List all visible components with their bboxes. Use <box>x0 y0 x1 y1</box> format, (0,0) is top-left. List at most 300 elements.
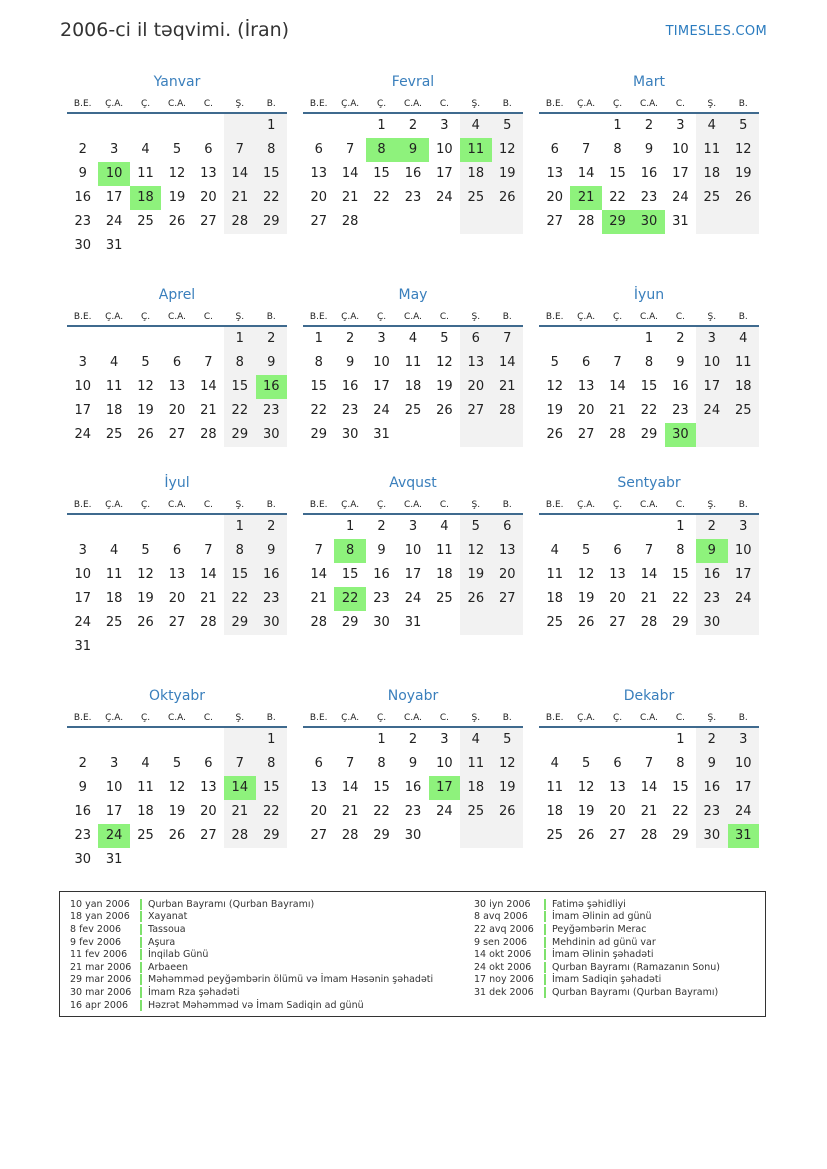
day-cell[interactable]: 20 <box>310 190 327 205</box>
day-cell[interactable]: 10 <box>404 543 422 558</box>
day-cell[interactable]: 14 <box>609 379 626 394</box>
day-cell[interactable]: 16 <box>74 804 91 819</box>
day-cell[interactable]: 30 <box>696 611 727 635</box>
day-cell[interactable]: 30 <box>341 427 359 442</box>
day-cell[interactable]: 9 <box>408 756 418 771</box>
day-cell[interactable]: 6 <box>314 142 323 157</box>
day-cell[interactable]: 8 <box>334 539 365 563</box>
day-cell[interactable]: 24 <box>436 804 453 819</box>
day-cell[interactable]: 1 <box>676 732 685 747</box>
day-cell[interactable]: 31 <box>74 639 91 654</box>
day-cell[interactable]: 16 <box>341 379 359 394</box>
day-cell[interactable]: 4 <box>550 756 559 771</box>
day-cell[interactable]: 12 <box>492 752 523 776</box>
day-cell[interactable]: 21 <box>341 804 359 819</box>
day-cell[interactable]: 17 <box>74 591 91 606</box>
day-cell[interactable]: 23 <box>341 403 359 418</box>
day-cell[interactable]: 31 <box>105 852 123 867</box>
day-cell[interactable]: 6 <box>460 327 491 351</box>
day-cell[interactable]: 21 <box>640 591 658 606</box>
day-cell[interactable]: 20 <box>460 375 491 399</box>
day-cell[interactable]: 4 <box>460 728 491 752</box>
day-cell[interactable]: 22 <box>672 591 689 606</box>
day-cell[interactable]: 29 <box>672 828 689 843</box>
day-cell[interactable]: 3 <box>728 515 759 539</box>
day-cell[interactable]: 1 <box>613 118 622 133</box>
day-cell[interactable]: 22 <box>609 190 626 205</box>
day-cell[interactable]: 10 <box>74 567 91 582</box>
day-cell[interactable]: 24 <box>373 403 390 418</box>
day-cell[interactable]: 18 <box>137 804 154 819</box>
day-cell[interactable]: 17 <box>373 379 390 394</box>
day-cell[interactable]: 7 <box>204 355 213 370</box>
day-cell[interactable]: 7 <box>224 138 255 162</box>
day-cell[interactable]: 16 <box>256 375 287 399</box>
day-cell[interactable]: 11 <box>546 780 563 795</box>
day-cell[interactable]: 23 <box>74 828 91 843</box>
day-cell[interactable]: 18 <box>105 403 123 418</box>
day-cell[interactable]: 20 <box>577 403 595 418</box>
day-cell[interactable]: 16 <box>640 166 658 181</box>
day-cell[interactable]: 22 <box>672 804 689 819</box>
day-cell[interactable]: 3 <box>377 331 386 346</box>
day-cell[interactable]: 13 <box>460 351 491 375</box>
day-cell[interactable]: 28 <box>640 615 658 630</box>
day-cell[interactable]: 31 <box>404 615 422 630</box>
day-cell[interactable]: 18 <box>436 567 453 582</box>
day-cell[interactable]: 3 <box>696 327 727 351</box>
day-cell[interactable]: 24 <box>436 190 453 205</box>
day-cell[interactable]: 18 <box>404 379 422 394</box>
day-cell[interactable]: 7 <box>581 142 591 157</box>
day-cell[interactable]: 14 <box>577 166 595 181</box>
day-cell[interactable]: 18 <box>696 162 727 186</box>
day-cell[interactable]: 23 <box>256 587 287 611</box>
day-cell[interactable]: 31 <box>373 427 390 442</box>
day-cell[interactable]: 27 <box>310 214 327 229</box>
day-cell[interactable]: 14 <box>640 567 658 582</box>
day-cell[interactable]: 6 <box>613 543 622 558</box>
day-cell[interactable]: 21 <box>224 186 255 210</box>
day-cell[interactable]: 29 <box>341 615 359 630</box>
day-cell[interactable]: 12 <box>546 379 563 394</box>
day-cell[interactable]: 26 <box>492 186 523 210</box>
day-cell[interactable]: 4 <box>141 142 150 157</box>
day-cell[interactable]: 2 <box>256 515 287 539</box>
day-cell[interactable]: 23 <box>672 403 689 418</box>
day-cell[interactable]: 9 <box>377 543 386 558</box>
day-cell[interactable]: 29 <box>310 427 327 442</box>
day-cell[interactable]: 2 <box>644 118 654 133</box>
day-cell[interactable]: 13 <box>546 166 563 181</box>
day-cell[interactable]: 29 <box>602 210 633 234</box>
day-cell[interactable]: 9 <box>676 355 685 370</box>
day-cell[interactable]: 15 <box>341 567 359 582</box>
day-cell[interactable]: 16 <box>696 776 727 800</box>
day-cell[interactable]: 11 <box>137 166 154 181</box>
day-cell[interactable]: 5 <box>172 756 182 771</box>
day-cell[interactable]: 24 <box>672 190 689 205</box>
day-cell[interactable]: 14 <box>200 379 217 394</box>
day-cell[interactable]: 5 <box>550 355 559 370</box>
day-cell[interactable]: 20 <box>492 563 523 587</box>
day-cell[interactable]: 19 <box>577 591 595 606</box>
day-cell[interactable]: 1 <box>256 728 287 752</box>
day-cell[interactable]: 17 <box>74 403 91 418</box>
day-cell[interactable]: 13 <box>168 567 186 582</box>
day-cell[interactable]: 12 <box>492 138 523 162</box>
day-cell[interactable]: 25 <box>460 186 491 210</box>
day-cell[interactable]: 18 <box>460 162 491 186</box>
day-cell[interactable]: 31 <box>105 238 123 253</box>
day-cell[interactable]: 13 <box>168 379 186 394</box>
day-cell[interactable]: 30 <box>256 423 287 447</box>
day-cell[interactable]: 23 <box>696 587 727 611</box>
day-cell[interactable]: 24 <box>696 399 727 423</box>
day-cell[interactable]: 16 <box>256 563 287 587</box>
day-cell[interactable]: 12 <box>460 539 491 563</box>
day-cell[interactable]: 14 <box>640 780 658 795</box>
day-cell[interactable]: 27 <box>577 427 595 442</box>
day-cell[interactable]: 12 <box>137 379 154 394</box>
day-cell[interactable]: 17 <box>436 166 453 181</box>
day-cell[interactable]: 15 <box>224 375 255 399</box>
day-cell[interactable]: 10 <box>728 752 759 776</box>
day-cell[interactable]: 26 <box>728 186 759 210</box>
day-cell[interactable]: 15 <box>640 379 658 394</box>
day-cell[interactable]: 20 <box>609 804 626 819</box>
day-cell[interactable]: 27 <box>168 427 186 442</box>
day-cell[interactable]: 3 <box>408 519 418 534</box>
day-cell[interactable]: 6 <box>172 543 182 558</box>
day-cell[interactable]: 25 <box>546 615 563 630</box>
day-cell[interactable]: 12 <box>577 567 595 582</box>
day-cell[interactable]: 2 <box>78 142 87 157</box>
day-cell[interactable]: 16 <box>672 379 689 394</box>
day-cell[interactable]: 28 <box>224 210 255 234</box>
day-cell[interactable]: 8 <box>314 355 323 370</box>
day-cell[interactable]: 10 <box>436 142 453 157</box>
day-cell[interactable]: 1 <box>256 114 287 138</box>
day-cell[interactable]: 25 <box>105 427 123 442</box>
day-cell[interactable]: 7 <box>492 327 523 351</box>
day-cell[interactable]: 26 <box>577 615 595 630</box>
day-cell[interactable]: 28 <box>310 615 327 630</box>
day-cell[interactable]: 26 <box>168 828 186 843</box>
day-cell[interactable]: 13 <box>310 166 327 181</box>
day-cell[interactable]: 24 <box>728 587 759 611</box>
day-cell[interactable]: 8 <box>377 756 386 771</box>
day-cell[interactable]: 20 <box>200 804 217 819</box>
day-cell[interactable]: 21 <box>609 403 626 418</box>
day-cell[interactable]: 28 <box>640 828 658 843</box>
day-cell[interactable]: 24 <box>105 214 123 229</box>
day-cell[interactable]: 9 <box>696 539 727 563</box>
day-cell[interactable]: 20 <box>168 403 186 418</box>
day-cell[interactable]: 25 <box>436 591 453 606</box>
day-cell[interactable]: 14 <box>341 780 359 795</box>
day-cell[interactable]: 6 <box>204 756 213 771</box>
day-cell[interactable]: 3 <box>728 728 759 752</box>
day-cell[interactable]: 21 <box>200 403 217 418</box>
day-cell[interactable]: 3 <box>440 118 449 133</box>
day-cell[interactable]: 13 <box>492 539 523 563</box>
day-cell[interactable]: 26 <box>137 615 154 630</box>
day-cell[interactable]: 15 <box>672 780 689 795</box>
day-cell[interactable]: 11 <box>105 379 123 394</box>
day-cell[interactable]: 15 <box>256 162 287 186</box>
day-cell[interactable]: 15 <box>672 567 689 582</box>
day-cell[interactable]: 15 <box>310 379 327 394</box>
day-cell[interactable]: 26 <box>137 427 154 442</box>
day-cell[interactable]: 17 <box>404 567 422 582</box>
day-cell[interactable]: 13 <box>609 567 626 582</box>
day-cell[interactable]: 8 <box>676 543 685 558</box>
day-cell[interactable]: 8 <box>676 756 685 771</box>
day-cell[interactable]: 28 <box>341 828 359 843</box>
day-cell[interactable]: 9 <box>256 351 287 375</box>
day-cell[interactable]: 27 <box>460 399 491 423</box>
day-cell[interactable]: 1 <box>345 519 355 534</box>
day-cell[interactable]: 19 <box>546 403 563 418</box>
day-cell[interactable]: 20 <box>200 190 217 205</box>
day-cell[interactable]: 25 <box>460 800 491 824</box>
day-cell[interactable]: 26 <box>492 800 523 824</box>
day-cell[interactable]: 10 <box>74 379 91 394</box>
day-cell[interactable]: 31 <box>672 214 689 229</box>
day-cell[interactable]: 12 <box>728 138 759 162</box>
day-cell[interactable]: 26 <box>168 214 186 229</box>
day-cell[interactable]: 8 <box>256 138 287 162</box>
day-cell[interactable]: 25 <box>696 186 727 210</box>
day-cell[interactable]: 5 <box>141 543 150 558</box>
day-cell[interactable]: 8 <box>644 355 654 370</box>
day-cell[interactable]: 11 <box>696 138 727 162</box>
day-cell[interactable]: 30 <box>373 615 390 630</box>
day-cell[interactable]: 25 <box>404 403 422 418</box>
day-cell[interactable]: 19 <box>168 804 186 819</box>
day-cell[interactable]: 3 <box>78 355 87 370</box>
day-cell[interactable]: 29 <box>640 427 658 442</box>
day-cell[interactable]: 12 <box>137 567 154 582</box>
day-cell[interactable]: 8 <box>256 752 287 776</box>
day-cell[interactable]: 18 <box>130 186 161 210</box>
day-cell[interactable]: 7 <box>613 355 622 370</box>
day-cell[interactable]: 9 <box>78 166 87 181</box>
day-cell[interactable]: 14 <box>310 567 327 582</box>
day-cell[interactable]: 3 <box>78 543 87 558</box>
day-cell[interactable]: 14 <box>341 166 359 181</box>
day-cell[interactable]: 22 <box>373 190 390 205</box>
day-cell[interactable]: 10 <box>98 162 129 186</box>
day-cell[interactable]: 2 <box>696 515 727 539</box>
day-cell[interactable]: 22 <box>640 403 658 418</box>
day-cell[interactable]: 30 <box>665 423 696 447</box>
day-cell[interactable]: 2 <box>256 327 287 351</box>
day-cell[interactable]: 19 <box>577 804 595 819</box>
day-cell[interactable]: 2 <box>696 728 727 752</box>
day-cell[interactable]: 19 <box>137 403 154 418</box>
day-cell[interactable]: 4 <box>550 543 559 558</box>
day-cell[interactable]: 16 <box>404 780 422 795</box>
day-cell[interactable]: 24 <box>98 824 129 848</box>
day-cell[interactable]: 22 <box>310 403 327 418</box>
day-cell[interactable]: 17 <box>728 776 759 800</box>
day-cell[interactable]: 15 <box>373 166 390 181</box>
day-cell[interactable]: 16 <box>404 166 422 181</box>
day-cell[interactable]: 4 <box>408 331 418 346</box>
day-cell[interactable]: 7 <box>644 543 654 558</box>
day-cell[interactable]: 4 <box>440 519 449 534</box>
day-cell[interactable]: 25 <box>105 615 123 630</box>
day-cell[interactable]: 27 <box>200 214 217 229</box>
day-cell[interactable]: 5 <box>141 355 150 370</box>
day-cell[interactable]: 27 <box>310 828 327 843</box>
day-cell[interactable]: 11 <box>546 567 563 582</box>
day-cell[interactable]: 17 <box>728 563 759 587</box>
day-cell[interactable]: 7 <box>345 756 355 771</box>
day-cell[interactable]: 28 <box>577 214 595 229</box>
day-cell[interactable]: 23 <box>373 591 390 606</box>
day-cell[interactable]: 8 <box>224 351 255 375</box>
day-cell[interactable]: 23 <box>74 214 91 229</box>
day-cell[interactable]: 25 <box>137 214 154 229</box>
day-cell[interactable]: 2 <box>676 331 685 346</box>
day-cell[interactable]: 9 <box>345 355 355 370</box>
day-cell[interactable]: 22 <box>256 186 287 210</box>
day-cell[interactable]: 21 <box>640 804 658 819</box>
day-cell[interactable]: 27 <box>168 615 186 630</box>
day-cell[interactable]: 19 <box>137 591 154 606</box>
day-cell[interactable]: 1 <box>377 118 386 133</box>
day-cell[interactable]: 11 <box>404 355 422 370</box>
day-cell[interactable]: 19 <box>460 563 491 587</box>
day-cell[interactable]: 18 <box>105 591 123 606</box>
day-cell[interactable]: 29 <box>256 210 287 234</box>
day-cell[interactable]: 18 <box>546 591 563 606</box>
day-cell[interactable]: 19 <box>492 776 523 800</box>
day-cell[interactable]: 12 <box>168 780 186 795</box>
day-cell[interactable]: 2 <box>78 756 87 771</box>
day-cell[interactable]: 4 <box>696 114 727 138</box>
day-cell[interactable]: 30 <box>256 611 287 635</box>
day-cell[interactable]: 10 <box>105 780 123 795</box>
day-cell[interactable]: 19 <box>728 162 759 186</box>
day-cell[interactable]: 20 <box>609 591 626 606</box>
day-cell[interactable]: 9 <box>256 539 287 563</box>
day-cell[interactable]: 6 <box>550 142 559 157</box>
day-cell[interactable]: 12 <box>436 355 453 370</box>
day-cell[interactable]: 30 <box>696 824 727 848</box>
day-cell[interactable]: 4 <box>109 543 119 558</box>
day-cell[interactable]: 8 <box>366 138 397 162</box>
day-cell[interactable]: 21 <box>570 186 601 210</box>
day-cell[interactable]: 5 <box>460 515 491 539</box>
day-cell[interactable]: 30 <box>404 828 422 843</box>
day-cell[interactable]: 27 <box>200 828 217 843</box>
day-cell[interactable]: 3 <box>109 142 119 157</box>
day-cell[interactable]: 20 <box>310 804 327 819</box>
day-cell[interactable]: 27 <box>546 214 563 229</box>
day-cell[interactable]: 21 <box>492 375 523 399</box>
day-cell[interactable]: 9 <box>696 752 727 776</box>
day-cell[interactable]: 6 <box>613 756 622 771</box>
day-cell[interactable]: 9 <box>644 142 654 157</box>
day-cell[interactable]: 8 <box>224 539 255 563</box>
day-cell[interactable]: 2 <box>408 732 418 747</box>
day-cell[interactable]: 26 <box>460 587 491 611</box>
day-cell[interactable]: 27 <box>609 615 626 630</box>
day-cell[interactable]: 11 <box>137 780 154 795</box>
day-cell[interactable]: 22 <box>373 804 390 819</box>
day-cell[interactable]: 14 <box>492 351 523 375</box>
day-cell[interactable]: 29 <box>672 615 689 630</box>
day-cell[interactable]: 9 <box>78 780 87 795</box>
day-cell[interactable]: 8 <box>613 142 622 157</box>
day-cell[interactable]: 30 <box>74 238 91 253</box>
day-cell[interactable]: 28 <box>609 427 626 442</box>
day-cell[interactable]: 23 <box>640 190 658 205</box>
day-cell[interactable]: 6 <box>492 515 523 539</box>
day-cell[interactable]: 19 <box>168 190 186 205</box>
day-cell[interactable]: 17 <box>105 804 123 819</box>
day-cell[interactable]: 2 <box>345 331 355 346</box>
day-cell[interactable]: 30 <box>74 852 91 867</box>
day-cell[interactable]: 23 <box>404 804 422 819</box>
day-cell[interactable]: 22 <box>256 800 287 824</box>
day-cell[interactable]: 5 <box>581 543 591 558</box>
day-cell[interactable]: 5 <box>728 114 759 138</box>
day-cell[interactable]: 11 <box>460 752 491 776</box>
day-cell[interactable]: 28 <box>341 214 359 229</box>
day-cell[interactable]: 7 <box>224 752 255 776</box>
day-cell[interactable]: 28 <box>224 824 255 848</box>
day-cell[interactable]: 25 <box>137 828 154 843</box>
day-cell[interactable]: 1 <box>224 515 255 539</box>
day-cell[interactable]: 12 <box>577 780 595 795</box>
day-cell[interactable]: 31 <box>728 824 759 848</box>
day-cell[interactable]: 5 <box>172 142 182 157</box>
day-cell[interactable]: 22 <box>334 587 365 611</box>
day-cell[interactable]: 13 <box>310 780 327 795</box>
day-cell[interactable]: 22 <box>224 399 255 423</box>
day-cell[interactable]: 20 <box>546 190 563 205</box>
day-cell[interactable]: 30 <box>633 210 664 234</box>
day-cell[interactable]: 10 <box>672 142 689 157</box>
day-cell[interactable]: 10 <box>696 351 727 375</box>
day-cell[interactable]: 19 <box>492 162 523 186</box>
day-cell[interactable]: 14 <box>224 162 255 186</box>
day-cell[interactable]: 4 <box>728 327 759 351</box>
day-cell[interactable]: 18 <box>728 375 759 399</box>
day-cell[interactable]: 23 <box>404 190 422 205</box>
day-cell[interactable]: 6 <box>204 142 213 157</box>
day-cell[interactable]: 2 <box>377 519 386 534</box>
day-cell[interactable]: 1 <box>676 519 685 534</box>
day-cell[interactable]: 13 <box>200 780 217 795</box>
day-cell[interactable]: 16 <box>74 190 91 205</box>
day-cell[interactable]: 25 <box>728 399 759 423</box>
day-cell[interactable]: 16 <box>373 567 390 582</box>
day-cell[interactable]: 1 <box>644 331 654 346</box>
day-cell[interactable]: 6 <box>314 756 323 771</box>
day-cell[interactable]: 24 <box>74 427 91 442</box>
day-cell[interactable]: 4 <box>109 355 119 370</box>
day-cell[interactable]: 7 <box>644 756 654 771</box>
day-cell[interactable]: 7 <box>204 543 213 558</box>
day-cell[interactable]: 17 <box>429 776 460 800</box>
day-cell[interactable]: 23 <box>256 399 287 423</box>
